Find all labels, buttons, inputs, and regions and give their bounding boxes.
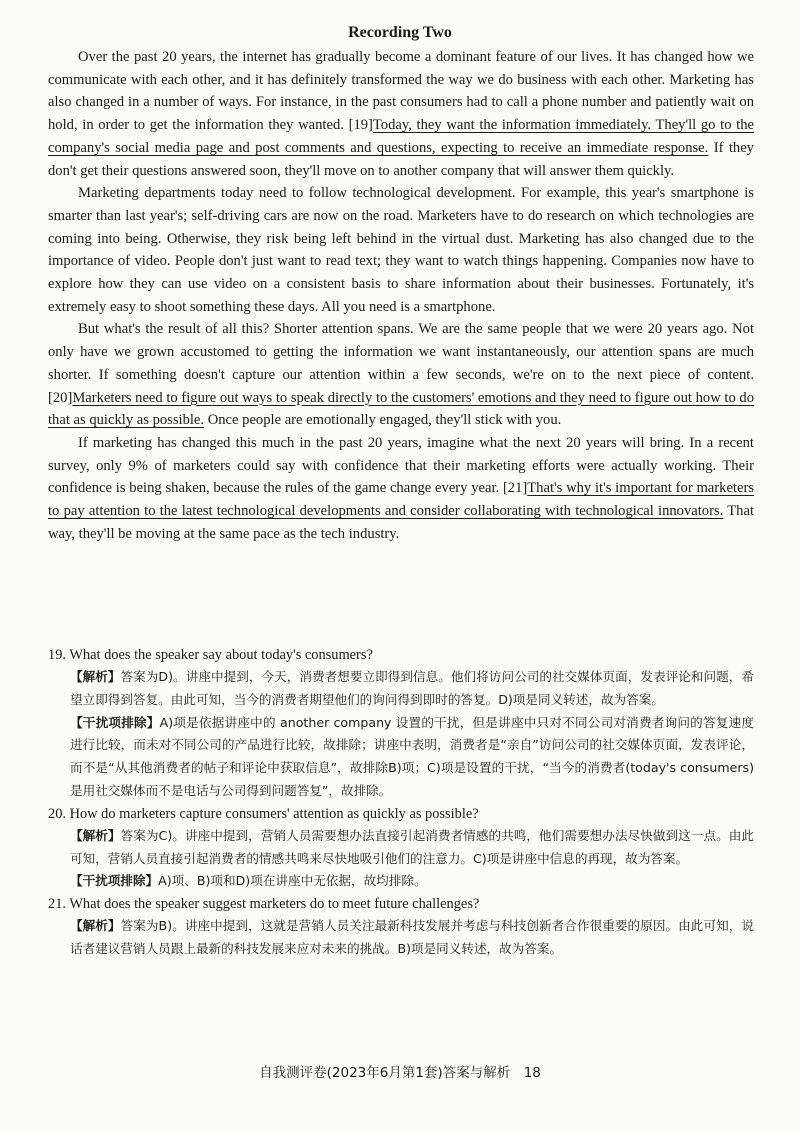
section-title: Recording Two — [348, 24, 452, 41]
distractor-20: 【干扰项排除】A)项、B)项和D)项在讲座中无依据，故均排除。 — [70, 873, 427, 889]
question-20: 20. How do marketers capture consumers' attention as quickly as possible? — [48, 805, 479, 822]
underlined-answer: Marketers need to figure out ways to speak directly to the customers' emotions and they need to figure out how to do that as quickly as possible. — [48, 389, 754, 429]
transcript-paragraph: Marketing departments today need to follow technological development. For example, this year's smartphone is smarter than last year's; self-driving cars are now on the road. Marketers have to do research on which technologies are coming into being. Otherwise, they risk being left behind in the virtual dust. Marketing has also changed due to the importance of video. People don't just want to read text; they want to watch things happening. Companies now have to explore how they can use video on a consistent basis to share information about their businesses. Fortunately, it's extremely easy to shoot something these days. All you need is a smartphone. — [48, 185, 754, 315]
distractor-19: 【干扰项排除】A)项是依据讲座中的 another company 设置的干扰，但是讲座中只对不同公司对消费者询问的答复速度进行比较，而未对不同公司的产品进行比较，故排除；讲座中表明，消费者是“亲自”访问公司的社交媒体页面，发表评论，而不是“从其他消费者的帖子和评论中获取信息”，故排除B)项；C)项是设置的干扰，“当今的消费者(today's consumers)是用社交媒体而不是电话与公司得到问题答复”，故排除。 — [70, 714, 754, 798]
analysis-19: 【解析】答案为D)。讲座中提到，今天，消费者想要立即得到信息。他们将访问公司的社交媒体页面，发表评论和问题，希望立即得到答复。由此可知，当今的消费者期望他们的询问得到即时的答复。D)项是同义转述，故为答案。 — [70, 669, 754, 707]
analysis-21: 【解析】答案为B)。讲座中提到，这就是营销人员关注最新科技发展并考虑与科技创新者合作很重要的原因。由此可知，说话者建议营销人员跟上最新的科技发展来应对未来的挑战。B)项是同义转述，故为答案。 — [70, 918, 755, 956]
underlined-answer: Today, they want the information immediately. They'll go to the company's social media page and post comments and questions, expecting to receive an immediate response. — [48, 117, 754, 156]
questions-section — [48, 644, 754, 961]
transcript-paragraph: Over the past 20 years, the internet has gradually become a dominant feature of our lives. It has changed how we communicate with each other, and it has definitely transformed the way we do business with each other. Marketing has also changed in a number of ways. For instance, in the past consumers had to call a phone number and patiently wait on hold, in order to get the information they wanted. [19]Today, they want the information immediately. They'll go to the company's social media page and post comments and questions, expecting to receive an immediate response. If they don't get their questions answered soon, they'll move on to another company that will answer them quickly. — [48, 49, 754, 179]
transcript — [48, 46, 754, 545]
question-marker: [19] — [348, 117, 373, 134]
analysis-20: 【解析】答案为C)。讲座中提到，营销人员需要想办法直接引起消费者情感的共鸣，他们需要想办法尽快做到这一点。由此可知，营销人员直接引起消费者的情感共鸣来尽快地吸引他们的注意力。C)项是讲座中信息的再现，故为答案。 — [70, 827, 754, 866]
question-19: 19. What does the speaker say about today's consumers? — [48, 647, 373, 663]
question-21: 21. What does the speaker suggest marketers do to meet future challenges? — [48, 896, 480, 913]
page-footer: 自我测评卷(2023年6月第1套)答案与解析 18 — [259, 1065, 541, 1081]
underlined-answer: That's why it's important for marketers to pay attention to the latest technological developments and consider collaborating with technological innovators. — [48, 480, 754, 520]
transcript-paragraph: But what's the result of all this? Shorter attention spans. We are the same people that we were 20 years ago. Not only have we grown accustomed to getting the information we want instantaneously, our attention spans are much shorter. If something doesn't capture our attention within a few seconds, we're on to the next piece of content. [20]Marketers need to figure out ways to speak directly to the customers' emotions and they need to figure out how to do that as quickly as possible. Once people are emotionally engaged, they'll stick with you. — [48, 321, 754, 429]
question-marker: [20] — [48, 389, 73, 406]
question-marker: [21] — [502, 480, 528, 497]
transcript-paragraph: If marketing has changed this much in the past 20 years, imagine what the next 20 years will bring. In a recent survey, only 9% of marketers could say with confidence that their marketing efforts were actually working. Their confidence is being shaken, because the rules of the game change every year. [21]That's why it's important for marketers to pay attention to the latest technological developments and consider collaborating with technological innovators. That way, they'll be moving at the same pace as the tech industry. — [48, 434, 754, 542]
